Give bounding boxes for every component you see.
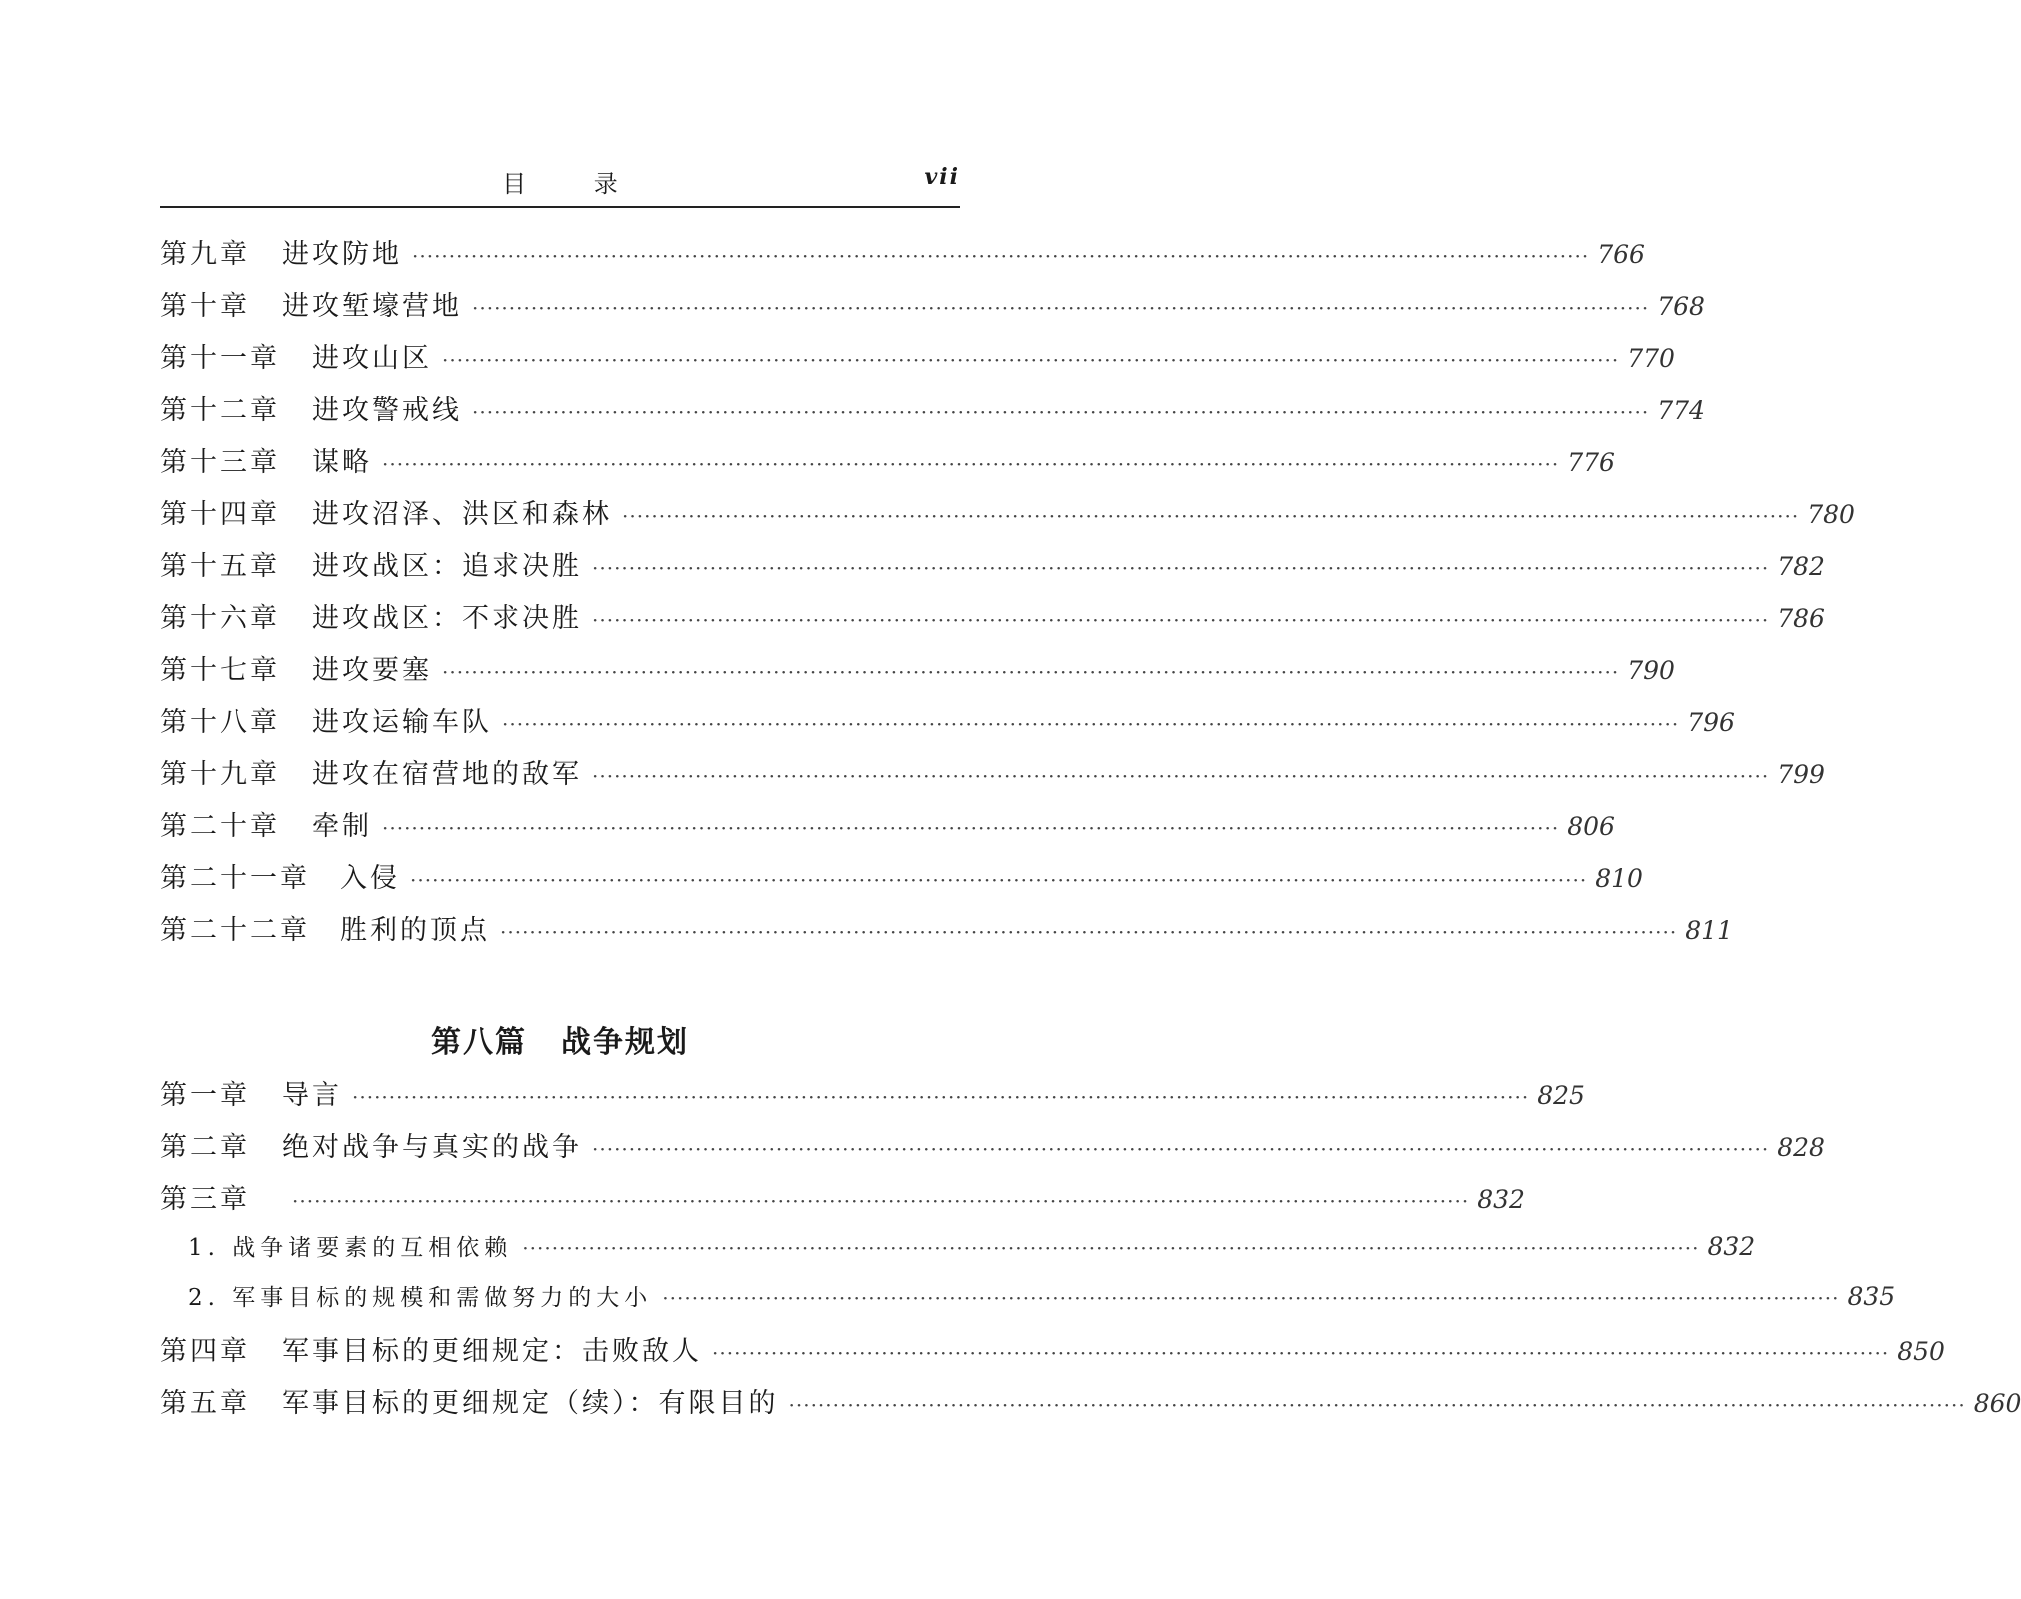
- toc-entry[interactable]: [160, 440, 1615, 492]
- leader-dots: ································································································································································: [382, 816, 1560, 840]
- chapter-number: 第十七章: [160, 655, 280, 686]
- chapter-number: 第二十一章: [160, 863, 310, 894]
- running-title: 目 录: [502, 170, 648, 198]
- chapter-title: 军事目标的更细规定：击败敌人: [282, 1336, 702, 1367]
- page-ref: 825: [1537, 1081, 1585, 1110]
- chapter-number: 第二章: [160, 1132, 250, 1163]
- page-ref: 766: [1597, 240, 1645, 269]
- page-ref: 810: [1595, 864, 1643, 893]
- leader-dots: ································································································································································: [442, 660, 1620, 684]
- toc-entry[interactable]: [160, 232, 1645, 284]
- chapter-number: 第十六章: [160, 603, 280, 634]
- page-number: vii: [924, 164, 960, 190]
- chapter-title: 进攻警戒线: [312, 395, 462, 426]
- leader-dots: ································································································································································: [502, 712, 1680, 736]
- toc-entry[interactable]: [160, 492, 1855, 544]
- page-ref: 782: [1777, 552, 1825, 581]
- page-ref: 796: [1687, 708, 1735, 737]
- toc-entry[interactable]: [160, 804, 1615, 856]
- page-ref: 770: [1627, 344, 1675, 373]
- chapter-number: 第一章: [160, 1080, 250, 1111]
- chapter-number: 第十八章: [160, 707, 280, 738]
- page-ref: 780: [1807, 500, 1855, 529]
- chapter-title: 进攻在宿营地的敌军: [312, 759, 582, 790]
- leader-dots: ································································································································································: [592, 556, 1770, 580]
- page-ref: 806: [1567, 812, 1615, 841]
- chapter-title: 导言: [282, 1080, 342, 1111]
- page-ref: 860: [1973, 1389, 2021, 1418]
- toc-entry[interactable]: [160, 1073, 1585, 1125]
- toc-part8: [160, 1073, 2021, 1433]
- leader-dots: ································································································································································: [622, 504, 1800, 528]
- leader-dots: ································································································································································: [712, 1341, 1890, 1365]
- chapter-title: 进攻沼泽、洪区和森林: [312, 499, 612, 530]
- chapter-number: 第十九章: [160, 759, 280, 790]
- toc-part7: [160, 232, 1855, 960]
- leader-dots: ································································································································································: [472, 400, 1650, 424]
- chapter-title: 胜利的顶点: [340, 915, 490, 946]
- toc-entry[interactable]: [160, 1125, 1825, 1177]
- toc-entry[interactable]: [160, 1279, 1896, 1329]
- chapter-number: 第十三章: [160, 447, 280, 478]
- leader-dots: ································································································································································: [382, 452, 1560, 476]
- chapter-title: 牵制: [312, 811, 372, 842]
- chapter-title: 军事目标的更细规定（续）：有限目的: [282, 1388, 779, 1419]
- toc-entry[interactable]: [160, 544, 1825, 596]
- page-header: [160, 160, 960, 208]
- page-ref: 774: [1657, 396, 1705, 425]
- leader-dots: ································································································································································: [412, 244, 1590, 268]
- toc-entry[interactable]: [160, 284, 1705, 336]
- chapter-title: 入侵: [340, 863, 400, 894]
- leader-dots: ································································································································································: [522, 1236, 1700, 1260]
- leader-dots: ································································································································································: [592, 608, 1770, 632]
- part-title: 战争规划: [561, 1025, 689, 1060]
- page-ref: 828: [1777, 1133, 1825, 1162]
- toc-entry[interactable]: [160, 856, 1643, 908]
- leader-dots: ································································································································································: [500, 920, 1678, 944]
- page-ref: 850: [1897, 1337, 1945, 1366]
- chapter-title: 1. 战争诸要素的互相依赖: [188, 1235, 513, 1261]
- leader-dots: ································································································································································: [662, 1286, 1840, 1310]
- toc-entry[interactable]: [160, 1177, 1525, 1229]
- leader-dots: ································································································································································: [292, 1189, 1470, 1213]
- chapter-number: 第十章: [160, 291, 250, 322]
- chapter-number: 第二十章: [160, 811, 280, 842]
- toc-entry[interactable]: [160, 700, 1735, 752]
- chapter-number: 第四章: [160, 1336, 250, 1367]
- chapter-number: 第三章: [160, 1184, 250, 1215]
- part-heading: [160, 1017, 960, 1061]
- leader-dots: ································································································································································: [788, 1393, 1966, 1417]
- page-ref: 832: [1707, 1232, 1756, 1261]
- page-ref: 811: [1685, 916, 1733, 945]
- chapter-number: 第十一章: [160, 343, 280, 374]
- chapter-number: 第十四章: [160, 499, 280, 530]
- chapter-title: 进攻运输车队: [312, 707, 492, 738]
- chapter-title: 进攻山区: [312, 343, 432, 374]
- toc-entry[interactable]: [160, 1229, 1756, 1279]
- page-ref: 768: [1657, 292, 1705, 321]
- page-ref: 832: [1477, 1185, 1525, 1214]
- leader-dots: ································································································································································: [442, 348, 1620, 372]
- chapter-number: 第十五章: [160, 551, 280, 582]
- chapter-title: 进攻堑壕营地: [282, 291, 462, 322]
- chapter-title: 进攻要塞: [312, 655, 432, 686]
- chapter-title: 2. 军事目标的规模和需做努力的大小: [188, 1285, 653, 1311]
- toc-entry[interactable]: [160, 752, 1825, 804]
- chapter-number: 第二十二章: [160, 915, 310, 946]
- page-ref: 799: [1777, 760, 1825, 789]
- toc-entry[interactable]: [160, 388, 1705, 440]
- toc-entry[interactable]: [160, 336, 1675, 388]
- leader-dots: ································································································································································: [352, 1085, 1530, 1109]
- chapter-title: 进攻战区：追求决胜: [312, 551, 582, 582]
- leader-dots: ································································································································································: [472, 296, 1650, 320]
- chapter-number: 第九章: [160, 239, 250, 270]
- toc-entry[interactable]: [160, 1381, 2021, 1433]
- chapter-title: 进攻战区：不求决胜: [312, 603, 582, 634]
- page-ref: 790: [1627, 656, 1675, 685]
- page-ref: 835: [1847, 1282, 1896, 1311]
- toc-entry[interactable]: [160, 908, 1733, 960]
- part-label: 第八篇: [431, 1025, 527, 1060]
- toc-entry[interactable]: [160, 596, 1825, 648]
- chapter-title: 进攻防地: [282, 239, 402, 270]
- toc-entry[interactable]: [160, 648, 1675, 700]
- chapter-number: 第五章: [160, 1388, 250, 1419]
- leader-dots: ································································································································································: [410, 868, 1588, 892]
- leader-dots: ································································································································································: [592, 764, 1770, 788]
- chapter-number: 第十二章: [160, 395, 280, 426]
- chapter-title: 绝对战争与真实的战争: [282, 1132, 582, 1163]
- leader-dots: ································································································································································: [592, 1137, 1770, 1161]
- page-ref: 786: [1777, 604, 1825, 633]
- chapter-title: 谋略: [312, 447, 372, 478]
- toc-entry[interactable]: [160, 1329, 1945, 1381]
- page-ref: 776: [1567, 448, 1615, 477]
